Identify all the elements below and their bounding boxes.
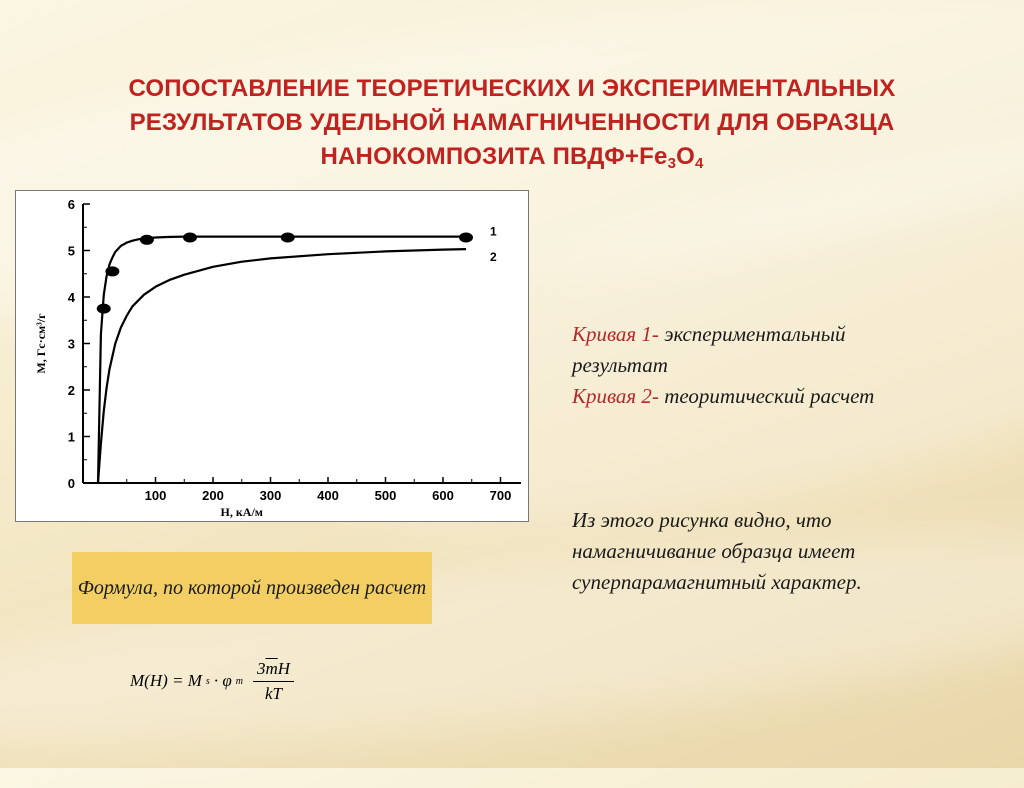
formula-caption-text: Формула, по которой произведен расчет <box>77 577 427 599</box>
series-1-point <box>97 304 111 314</box>
series-1-point <box>459 232 473 242</box>
magnetization-formula <box>130 656 294 706</box>
formula-phi: · φ <box>213 671 232 690</box>
formula-num-m: $\overline{m}$ <box>265 658 278 678</box>
y-tick-label: 2 <box>67 383 75 398</box>
x-tick-label: 700 <box>489 488 512 503</box>
series-1-line <box>98 237 466 483</box>
title-text: СОПОСТАВЛЕНИЕ ТЕОРЕТИЧЕСКИХ И ЭКСПЕРИМЕНТАЛЬНЫХ РЕЗУЛЬТАТОВ УДЕЛЬНОЙ НАМАГНИЧЕННОСТИ ДЛЯ ОБРАЗЦА НАНОКОМПОЗИТА ПВДФ+Fe <box>128 75 896 170</box>
curve-legend <box>572 319 932 412</box>
conclusion-text: Из этого рисунка видно, что намагничивание образца имеет суперпарамагнитный характер. <box>572 508 862 594</box>
curve-2-label: Кривая 2- <box>572 384 659 408</box>
formula-phi-subscript: m <box>235 675 243 687</box>
title-subscript: 3 <box>667 155 677 172</box>
title-text-o: O <box>676 143 695 170</box>
legend-curve-1 <box>572 319 932 381</box>
y-tick-label: 5 <box>67 243 75 259</box>
formula-lhs: M(H) = M <box>130 671 202 690</box>
formula-fraction <box>253 659 294 704</box>
y-axis-label: M, Гс·см³/г <box>34 313 48 374</box>
x-axis-label: H, кА/м <box>220 505 263 519</box>
curve-2-description: теоритический расчет <box>664 384 875 408</box>
series-1-point <box>183 232 197 242</box>
x-tick-label: 100 <box>144 488 167 503</box>
formula-num-3: 3 <box>256 658 266 678</box>
formula-caption <box>72 552 432 624</box>
formula-num-h: H <box>277 658 291 678</box>
y-tick-label: 4 <box>67 290 75 305</box>
x-tick-label: 400 <box>317 488 339 503</box>
formula-denominator: kT <box>264 683 282 703</box>
y-tick-label: 0 <box>67 476 75 491</box>
y-tick-label: 3 <box>67 336 75 352</box>
title-subscript: 4 <box>694 155 704 172</box>
series-1-label: 1 <box>490 224 497 239</box>
curve-1-description: экспериментальный результат <box>572 322 846 377</box>
x-tick-label: 300 <box>259 488 282 503</box>
series-1-point <box>140 235 154 245</box>
series-2-label: 2 <box>490 250 497 265</box>
formula-numerator <box>253 659 294 682</box>
series-2-line <box>98 249 466 483</box>
curve-1-label: Кривая 1- <box>572 322 659 346</box>
x-tick-label: 200 <box>202 488 224 503</box>
magnetization-chart <box>15 190 529 522</box>
chart-svg <box>16 191 528 521</box>
x-tick-label: 500 <box>374 488 397 503</box>
y-tick-label: 6 <box>67 197 75 212</box>
series-1-point <box>281 232 295 242</box>
legend-curve-2 <box>572 381 932 412</box>
slide-title <box>40 72 984 174</box>
y-tick-label: 1 <box>67 429 75 445</box>
x-tick-label: 600 <box>432 488 454 503</box>
series-1-point <box>105 266 119 276</box>
formula-ms-subscript: s <box>205 675 210 687</box>
